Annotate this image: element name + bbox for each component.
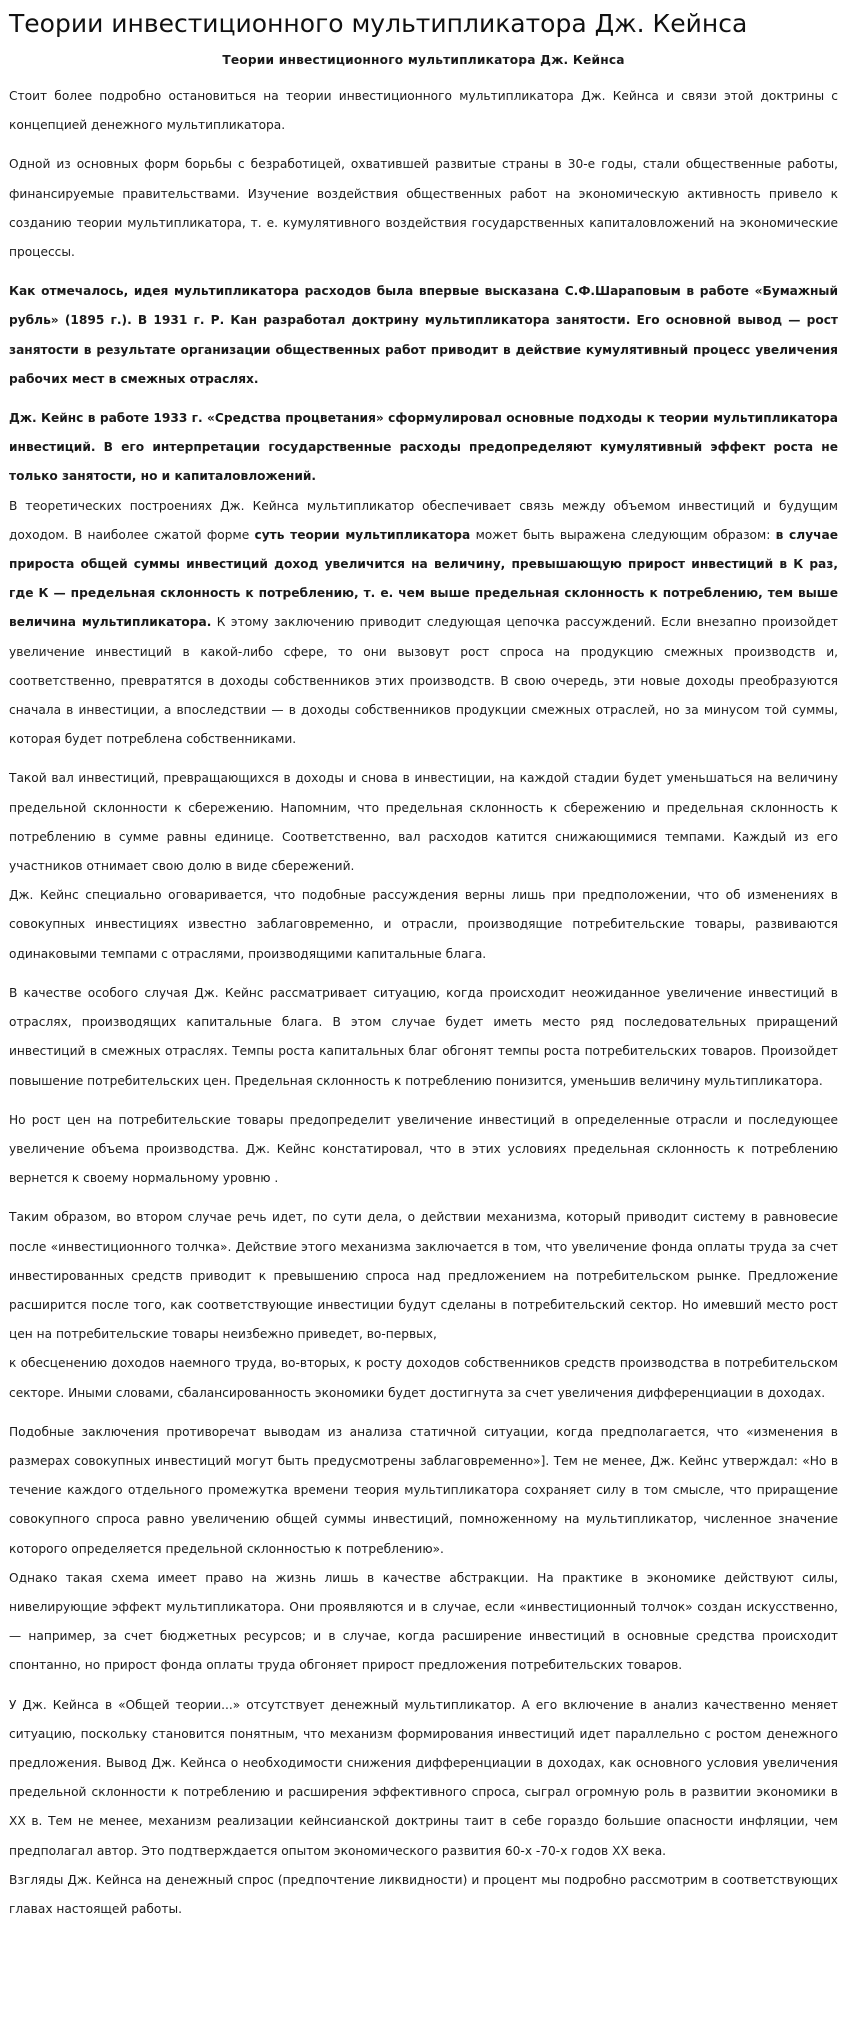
paragraph-5-text-1: В теоретических построениях Дж. Кейнса мультипликатор обеспечивает связь между объемом инвестиций и будущим доходом. В наиболее сжатой форме (9, 498, 838, 542)
paragraph-8: В качестве особого случая Дж. Кейнс рассматривает ситуацию, когда происходит неожиданное увеличение инвестиций в отраслях, производящих капитальные блага. В этом случае будет иметь место ряд последовательных приращений инвестиций в смежных отраслях. Темпы роста капитальных благ обгонят темпы роста потребительских товаров. Произойдет повышение потребительских цен. Предельная склонность к потреблению понизится, уменьшив величину мультипликатора. (9, 985, 838, 1088)
paragraph-12: Подобные заключения противоречат выводам из анализа статичной ситуации, когда предполагается, что «изменения в размерах совокупных инвестиций могут быть предусмотрены заблаговременно»]. Тем не менее, Дж. Кейнс утверждал: «Но в течение каждого отдельного промежутка времени теория мультипликатора сохраняет силу в том смысле, что приращение совокупного спроса равно увеличению общей суммы инвестиций, помноженному на мультипликатор, численное значение которого определяется предельной склонностью к потреблению». (9, 1424, 838, 1556)
paragraph-5-text-3: К этому заключению приводит следующая цепочка рассуждений. Если внезапно произойдет увеличение инвестиций в какой-либо сфере, то они вызовут рост спроса на продукцию смежных производств и, соответственно, превратятся в доходы собственников этих производств. В свою очередь, эти новые доходы преобразуются сначала в инвестиции, а впоследствии — в доходы собственников продукции смежных отраслей, но за минусом той суммы, которая будет потреблена собственниками. (9, 615, 838, 747)
paragraph-7: Дж. Кейнс специально оговаривается, что подобные рассуждения верны лишь при предположении, что об изменениях в совокупных инвестициях известно заблаговременно, и отрасли, производящие потребительские товары, развиваются одинаковыми темпами с отраслями, производящими капитальные блага. (9, 888, 838, 961)
paragraph-2: Одной из основных форм борьбы с безработицей, охватившей развитые страны в 30-е годы, стали общественные работы, финансируемые правительствами. Изучение воздействия общественных работ на экономическую активность привело к созданию теории мультипликатора, т. е. кумулятивного воздействия государственных капиталовложений на экономические процессы. (9, 157, 838, 260)
paragraph-11: к обесценению доходов наемного труда, во-вторых, к росту доходов собственников средств производства в потребительском секторе. Иными словами, сбалансированность экономики будет достигнута за счет увеличения дифференциации в доходах. (9, 1356, 838, 1400)
paragraph-5 (9, 492, 838, 755)
paragraph-13: Однако такая схема имеет право на жизнь лишь в качестве абстракции. На практике в экономике действуют силы, нивелирующие эффект мультипликатора. Они проявляются и в случае, если «инвестиционный толчок» создан искусственно, — например, за счет бюджетных ресурсов; и в случае, когда расширение инвестиций в основные средства происходит спонтанно, но прирост фонда оплаты труда обгоняет прирост предложения потребительских товаров. (9, 1570, 838, 1673)
paragraph-5-bold-2: в случае прироста общей суммы инвестиций доход увеличится на величину, превышающую прирост инвестиций в К раз, где К — предельная склонность к потреблению, т. е. чем выше предельная склонность к потреблению, тем выше величина мультипликатора. (9, 527, 838, 630)
paragraph-9: Но рост цен на потребительские товары предопределит увеличение инвестиций в определенные отрасли и последующее увеличение объема производства. Дж. Кейнс констатировал, что в этих условиях предельная склонность к потреблению вернется к своему нормальному уровню . (9, 1112, 838, 1186)
paragraph-15: Взгляды Дж. Кейнса на денежный спрос (предпочтение ликвидности) и процент мы подробно рассмотрим в соответствующих главах настоящей работы. (9, 1872, 838, 1916)
paragraph-5-bold-1: суть теории мультипликатора (254, 527, 471, 542)
page-title: Теории инвестиционного мультипликатора Дж. Кейнса (9, 9, 748, 38)
paragraph-1: Стоит более подробно остановиться на теории инвестиционного мультипликатора Дж. Кейнса и связи этой доктрины с концепцией денежного мультипликатора. (9, 89, 838, 133)
paragraph-10: Таким образом, во втором случае речь идет, по сути дела, о действии механизма, который приводит систему в равновесие после «инвестиционного толчка». Действие этого механизма заключается в том, что увеличение фонда оплаты труда за счет инвестированных средств приводит к превышению спроса над предложением на потребительском рынке. Предложение расширится после того, как соответствующие инвестиции будут сделаны в потребительский сектор. Но имевший место рост цен на потребительские товары неизбежно приведет, во-первых, (9, 1210, 838, 1342)
paragraph-14: У Дж. Кейнса в «Общей теории...» отсутствует денежный мультипликатор. А его включение в анализ качественно меняет ситуацию, поскольку становится понятным, что механизм формирования инвестиций идет параллельно с ростом денежного предложения. Вывод Дж. Кейнса о необходимости снижения дифференциации в доходах, как основного условия увеличения предельной склонности к потреблению и расширения эффективного спроса, сыграл огромную роль в развитии экономики в XX в. Тем не менее, механизм реализации кейнсианской доктрины таит в себе гораздо большие опасности инфляции, чем предполагал автор. Это подтверждается опытом экономического развития 60-х -70-х годов XX века. (9, 1697, 838, 1858)
paragraph-6: Такой вал инвестиций, превращающихся в доходы и снова в инвестиции, на каждой стадии будет уменьшаться на величину предельной склонности к сбережению. Напомним, что предельная склонность к сбережению и предельная склонность к потреблению в сумме равны единице. Соответственно, вал расходов катится снижающимися темпами. Каждый из его участников отнимает свою долю в виде сбережений. (9, 771, 838, 874)
paragraph-5-text-2: может быть выражена следующим образом: (470, 527, 776, 542)
subtitle: Теории инвестиционного мультипликатора Дж. Кейнса (222, 53, 625, 67)
paragraph-3: Как отмечалось, идея мультипликатора расходов была впервые высказана С.Ф.Шараповым в работе «Бумажный рубль» (1895 г.). В 1931 г. Р. Кан разработал доктрину мультипликатора занятости. Его основной вывод — рост занятости в результате организации общественных работ приводит в действие кумулятивный процесс увеличения рабочих мест в смежных отраслях. (9, 284, 838, 386)
paragraph-4: Дж. Кейнс в работе 1933 г. «Средства процветания» сформулировал основные подходы к теории мультипликатора инвестиций. В его интерпретации государственные расходы предопределяют кумулятивный эффект роста не только занятости, но и капиталовложений. (9, 411, 838, 484)
